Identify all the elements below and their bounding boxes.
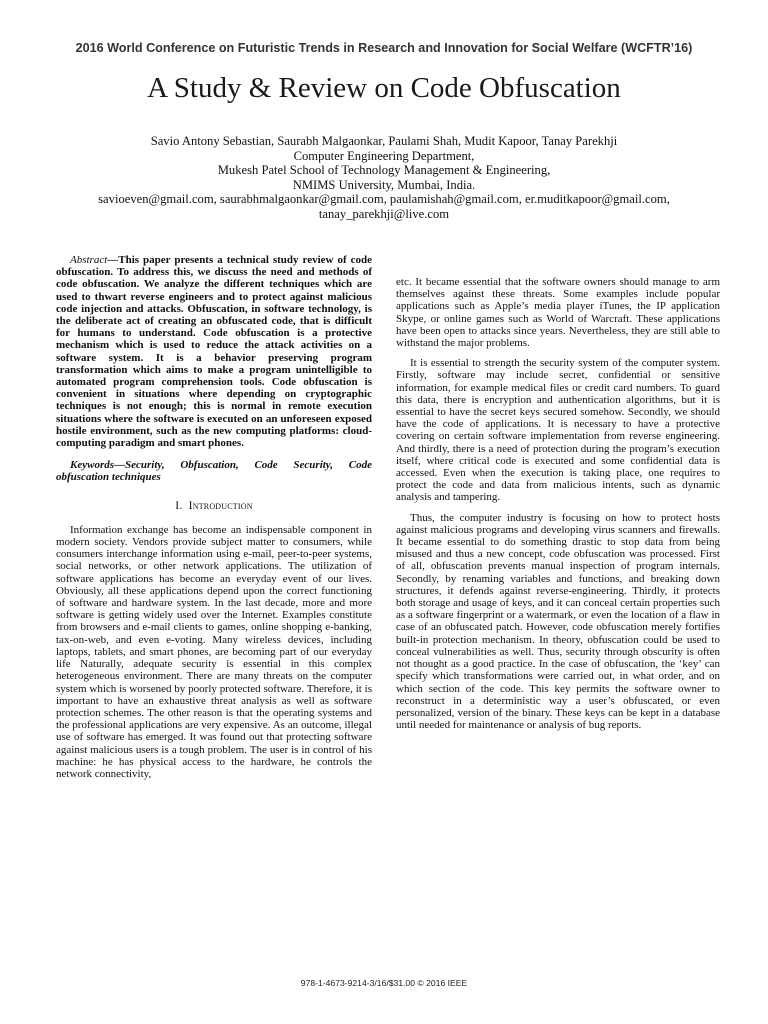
author-emails-line-1: savioeven@gmail.com, saurabhmalgaonkar@gmail.com, paulamishah@gmail.com, er.muditkapoor@gmail.com, [98, 192, 670, 207]
left-column [56, 254, 372, 788]
abstract-label: Abstract [70, 254, 108, 266]
author-emails-line-2: tanay_parekhji@live.com [318, 206, 450, 221]
author-block [0, 134, 768, 222]
intro-paragraph-1: Information exchange has become an indispensable component in modern society. Vendors provide subject matter to consumers, while consumers interchange information using e-mail, peer-to-peer systems, social networks, or other network applications. The utilization of software applications has become an everyday event of our lives. Obviously, all these applications depend upon the correct functioning of software and hardware system. In the last decade, more and more software is getting widely used over the Internet. Examples constitute from browsers and e-mail clients to games, online shopping e-banking, tax-on-web, and even e-voting. Many wireless devices, including laptops, tablets, and smart phones, are becoming part of our everyday life Naturally, adequate security is essential in this complex heterogeneous environment. There are many threats on the computer system which is worsened by poorly protected software. Therefore, it is important to have an exhaustive threat analysis as well as software protection schemes. The other reason is that the operating systems and the professional applications are very expensive. As an outcome, illegal use of software has emerged. It was found out that protecting software against malicious users is a tough problem. The user is in control of his machine: he has physical access to the hardware, he controls the network connectivity, [56, 523, 372, 780]
author-school: Mukesh Patel School of Technology Management & Engineering, [217, 163, 551, 178]
right-paragraph-1: etc. It became essential that the software owners should manage to arm themselves against these threats. Some examples include popular applications such as Apple’s media player iTunes, the IP application Skype, or online games such as World of Warcraft. These applications have been open to attacks since years. Nevertheless, they are still able to withstand the major problems. [396, 276, 720, 350]
keywords [56, 459, 372, 483]
right-paragraph-3: Thus, the computer industry is focusing on how to protect hosts against malicious programs and developing virus scanners and firewalls. It became essential to do something drastic to stop data from being misused and thus a new concept, code obfuscation was processed. First of all, obfuscation prevents manual inspection of program internals. Secondly, by renaming variables and functions, and breaking down structures, it defends against reverse-engineering. Thirdly, it protects both storage and usage of keys, and it can conceal certain properties such as a software fingerprint or a watermark, or even the location of a flaw in case of an obfuscated patch. However, code obfuscation merely fortifies built-in protection mechanism. In theory, obfuscation could be used to conceal vulnerabilities as well. Thus, security through obscurity is often not thought as a good practice. In the case of obfuscation, the ‘key’ can specify which transformations were carried out, in what order, and on which section of the code. This key permits the software owner to reconstruct in a deterministic way a user’s obfuscated, or even personalized, version of the binary. These keys can be kept in a database until needed for maintenance or analysis of bug reports. [396, 511, 720, 732]
author-department: Computer Engineering Department, [293, 148, 475, 163]
keywords-text: —Security, Obfuscation, Code Security, Code obfuscation techniques [56, 459, 372, 484]
copyright-footer: 978-1-4673-9214-3/16/$31.00 © 2016 IEEE [300, 978, 468, 988]
abstract-text: —This paper presents a technical study review of code obfuscation. To address this, we discuss the need and methods of code obfuscation. We analyze the different techniques which are used to thwart reverse engineers and to protect against malicious code injection and attacks. Obfuscation, in software technology, is the deliberate act of creating an obfuscated code, that is difficult for humans to understand. Code obfuscation is a protective mechanism which is used to reduce the attack activities on a software system. It is a behavior preserving program transformation which aims to make a program unintelligible to automated program comprehension tools. Code obfuscation is convenient in situations where depending on cryptographic techniques is not enough; this is normal in remote execution situations where the software is executed on an unforeseen exposed hostile environment, such as the new computing platforms: cloud-computing paradigm and smart phones. [56, 254, 372, 450]
paper-title: A Study & Review on Code Obfuscation [147, 72, 621, 104]
section-number: I. [175, 498, 183, 512]
right-column [396, 276, 720, 739]
section-title: Introduction [188, 498, 253, 512]
abstract [56, 254, 372, 449]
conference-header: 2016 World Conference on Futuristic Trends in Research and Innovation for Social Welfare (WCFTR’16) [75, 41, 693, 55]
right-paragraph-2: It is essential to strength the security system of the computer system. Firstly, software may include secret, confidential or sensitive information, for example medical files or credit card numbers. To guard this data, there is encryption and authentication algorithms, but it is essential to have the secret keys secured somehow. Secondly, we should have the code of applications. It is necessary to have a protective covering on certain software implementation from reverse engineering. And thirdly, there is a need of protection during the program’s execution itself, where critical code is executed and some confidential data is accessed. Even when the execution is taking place, one requires to protect the code and data from malicious intents, such as dynamic analysis and tampering. [396, 357, 720, 504]
section-heading-introduction [56, 500, 372, 512]
author-university: NMIMS University, Mumbai, India. [292, 177, 476, 192]
keywords-label: Keywords [70, 459, 114, 472]
author-names: Savio Antony Sebastian, Saurabh Malgaonkar, Paulami Shah, Mudit Kapoor, Tanay Parekhji [150, 134, 618, 148]
